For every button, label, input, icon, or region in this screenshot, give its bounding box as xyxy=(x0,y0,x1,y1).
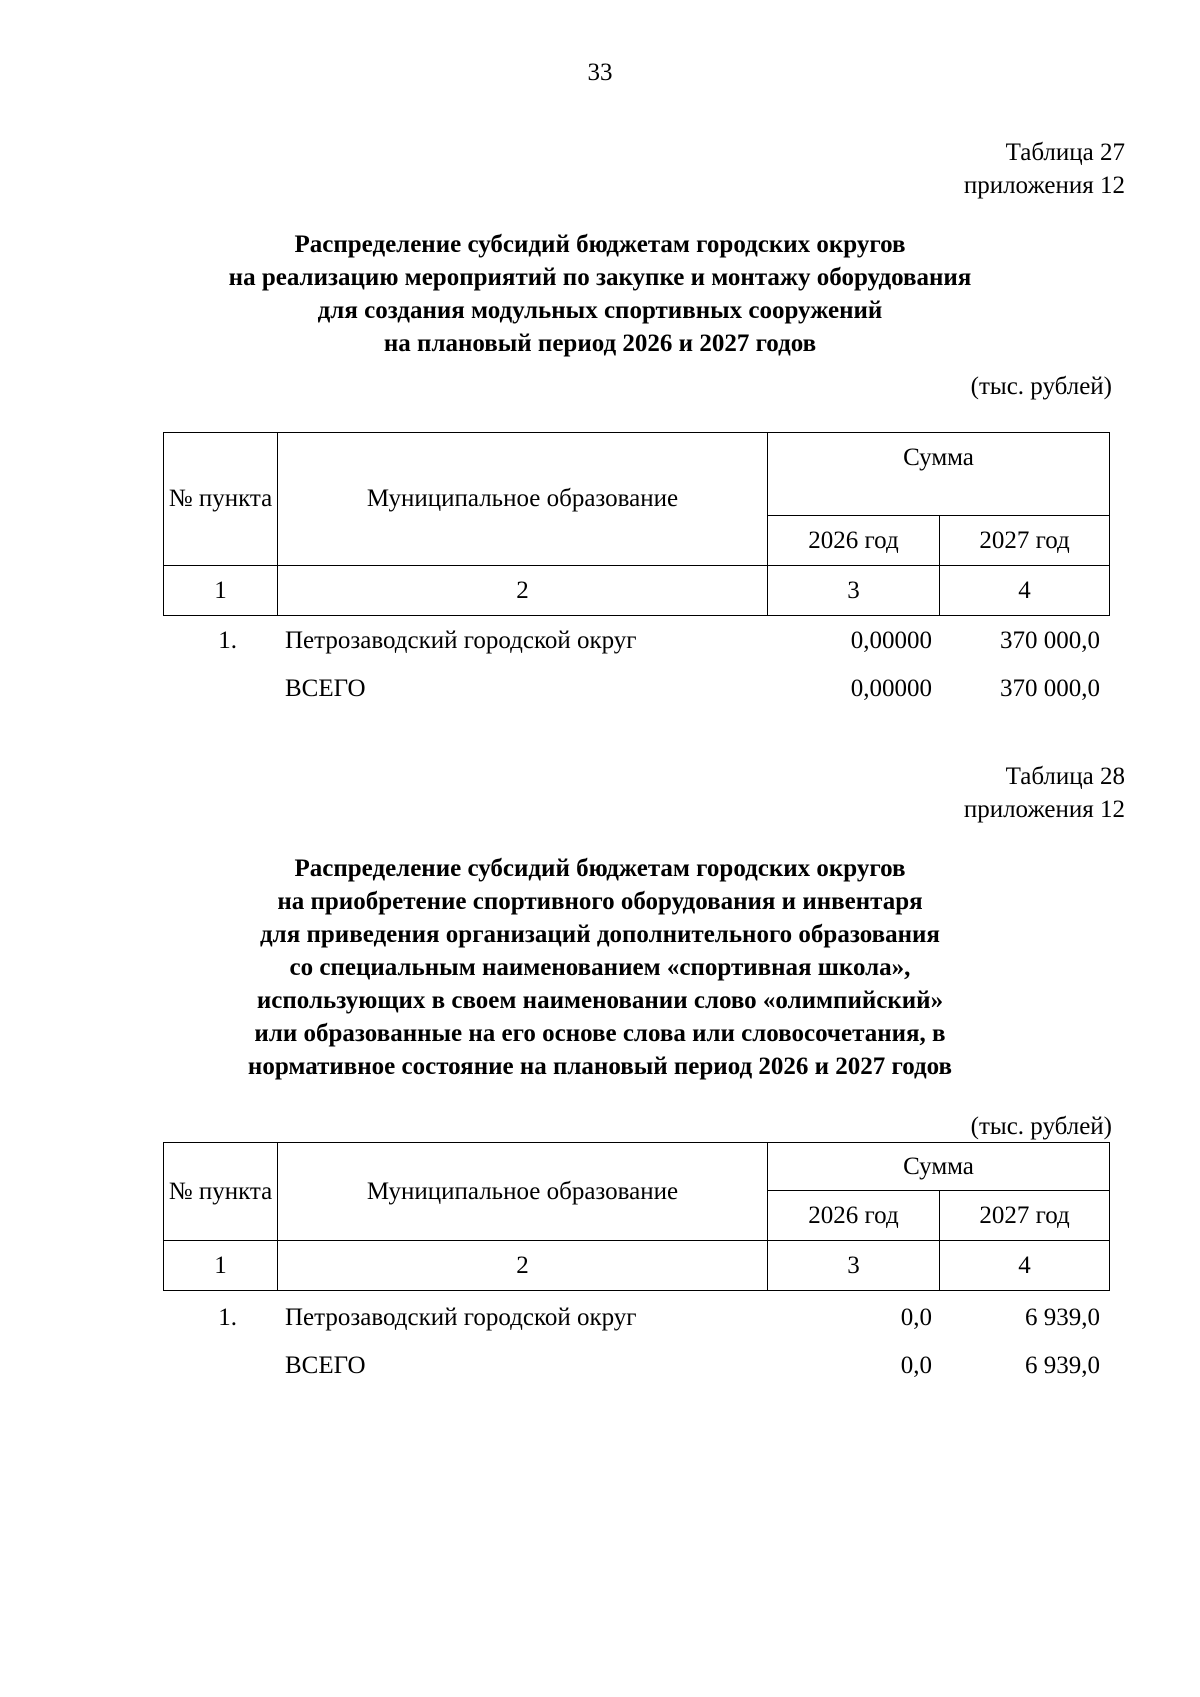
column-number: 2 xyxy=(278,566,768,616)
column-number: 4 xyxy=(940,566,1110,616)
header-municipality: Муниципальное образование xyxy=(278,1143,768,1241)
column-number: 1 xyxy=(164,566,278,616)
table-28-reference xyxy=(964,760,1125,826)
title-line: для создания модульных спортивных сооружений xyxy=(317,297,883,324)
title-line: или образованные на его основе слова или словосочетания, в xyxy=(254,1020,946,1047)
header-sum: Сумма xyxy=(768,433,1110,516)
title-line: Распределение субсидий бюджетам городских округов xyxy=(294,231,906,258)
total-value-2026: 0,00000 xyxy=(850,675,932,702)
row-value-2026: 0,0 xyxy=(900,1304,932,1331)
header-num: № пункта xyxy=(164,433,278,566)
table-28-header xyxy=(163,1142,1110,1291)
header-num: № пункта xyxy=(164,1143,278,1241)
column-number: 3 xyxy=(768,566,940,616)
row-municipality: Петрозаводский городской округ xyxy=(285,627,637,654)
header-year-2026: 2026 год xyxy=(768,516,940,566)
total-label: ВСЕГО xyxy=(285,675,366,702)
title-line: на плановый период 2026 и 2027 годов xyxy=(383,330,817,357)
row-number: 1. xyxy=(218,1304,237,1331)
total-value-2027: 370 000,0 xyxy=(1000,675,1100,702)
row-value-2027: 6 939,0 xyxy=(1025,1304,1100,1331)
title-line: использующих в своем наименовании слово «олимпийский» xyxy=(256,987,944,1014)
title-line: нормативное состояние на плановый период 2026 и 2027 годов xyxy=(247,1053,953,1080)
total-label: ВСЕГО xyxy=(285,1352,366,1379)
row-number: 1. xyxy=(218,627,237,654)
header-sum: Сумма xyxy=(768,1143,1110,1191)
page-number: 33 xyxy=(587,59,613,86)
total-value-2026: 0,0 xyxy=(900,1352,932,1379)
table-28-title xyxy=(150,852,1050,1083)
units-label: (тыс. рублей) xyxy=(970,1113,1112,1140)
header-municipality: Муниципальное образование xyxy=(278,433,768,566)
title-line: со специальным наименованием «спортивная школа», xyxy=(289,954,911,981)
header-year-2026: 2026 год xyxy=(768,1191,940,1241)
column-number: 3 xyxy=(768,1241,940,1291)
row-value-2026: 0,00000 xyxy=(850,627,932,654)
table-27-reference xyxy=(964,136,1125,202)
row-municipality: Петрозаводский городской округ xyxy=(285,1304,637,1331)
header-year-2027: 2027 год xyxy=(940,516,1110,566)
table-27-title xyxy=(150,228,1050,360)
title-line: на реализацию мероприятий по закупке и монтажу оборудования xyxy=(228,264,972,291)
title-line: на приобретение спортивного оборудования и инвентаря xyxy=(277,888,923,915)
units-label: (тыс. рублей) xyxy=(970,373,1112,400)
title-line: Распределение субсидий бюджетам городских округов xyxy=(294,855,906,882)
appendix-reference: приложения 12 xyxy=(963,172,1125,199)
total-value-2027: 6 939,0 xyxy=(1025,1352,1100,1379)
title-line: для приведения организаций дополнительного образования xyxy=(260,921,940,948)
column-number: 4 xyxy=(940,1241,1110,1291)
table-number: Таблица 27 xyxy=(1005,139,1125,166)
column-number: 2 xyxy=(278,1241,768,1291)
table-27-header xyxy=(163,432,1110,616)
column-number: 1 xyxy=(164,1241,278,1291)
table-number: Таблица 28 xyxy=(1005,763,1125,790)
row-value-2027: 370 000,0 xyxy=(1000,627,1100,654)
header-year-2027: 2027 год xyxy=(940,1191,1110,1241)
appendix-reference: приложения 12 xyxy=(963,796,1125,823)
